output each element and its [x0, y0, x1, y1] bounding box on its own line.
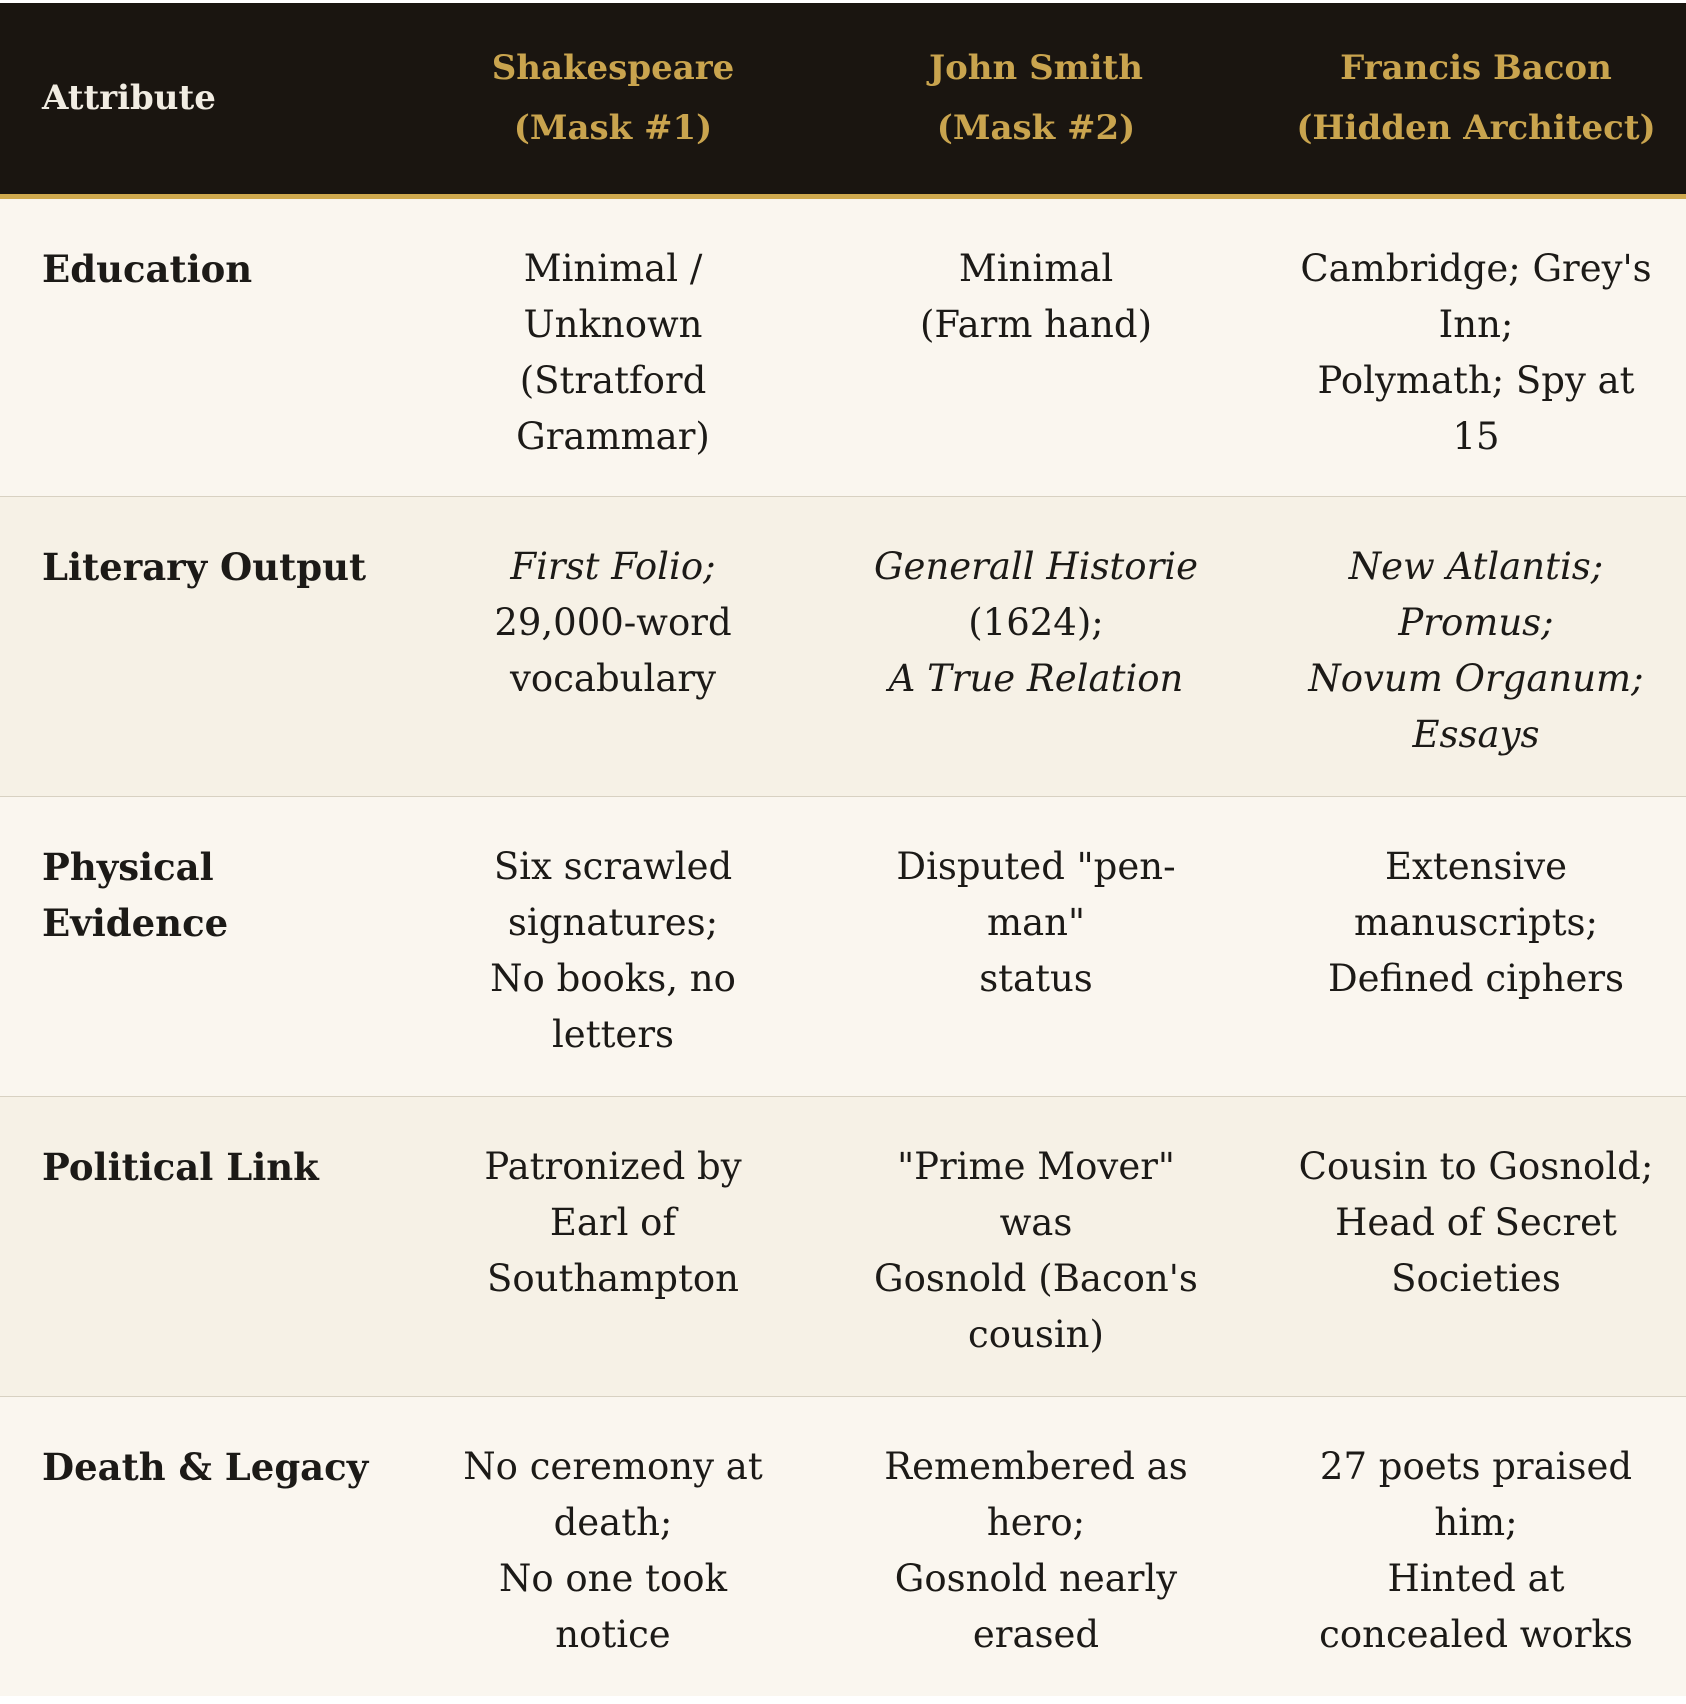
cell-line: (1624); — [968, 600, 1104, 644]
cell-line: Grammar) — [516, 414, 710, 458]
row-attribute-label: Political Link — [0, 1096, 420, 1396]
row-attribute-label: Literary Output — [0, 496, 420, 796]
cell-line: No one took — [498, 1556, 728, 1600]
table-cell — [420, 1096, 806, 1396]
cell-line: Societies — [1391, 1256, 1561, 1300]
cell-line: Promus; — [1398, 600, 1554, 644]
table-cell — [420, 796, 806, 1096]
cell-line: notice — [555, 1612, 671, 1656]
table-cell — [806, 196, 1266, 496]
row-attribute-label: Physical Evidence — [0, 796, 420, 1096]
row-attribute-label: Death & Legacy — [42, 1444, 369, 1489]
table-cell — [1266, 796, 1686, 1096]
cell-line: letters — [551, 1012, 675, 1056]
table-cell — [806, 496, 1266, 796]
cell-line: Essays — [1412, 712, 1540, 756]
header-line: (Mask #1) — [513, 108, 713, 149]
cell-line: manuscripts; — [1353, 900, 1599, 944]
cell-line: 29,000-word — [494, 600, 732, 644]
cell-line: Patronized by — [484, 1144, 742, 1188]
table-body — [0, 196, 1686, 1696]
column-header-2 — [806, 3, 1266, 196]
cell-line: Head of Secret — [1335, 1200, 1617, 1244]
cell-line: Southampton — [487, 1256, 739, 1300]
cell-line: Gosnold nearly — [894, 1556, 1178, 1600]
cell-line: erased — [972, 1612, 1100, 1656]
header-line: (Hidden Architect) — [1296, 108, 1656, 149]
table-row — [0, 1096, 1686, 1396]
column-header-3 — [1266, 3, 1686, 196]
cell-line: cousin) — [968, 1312, 1104, 1356]
cell-line: signatures; — [507, 900, 719, 944]
cell-line: (Stratford — [519, 358, 707, 402]
cell-line: vocabulary — [510, 656, 716, 700]
table-header-row — [0, 3, 1686, 196]
cell-line: A True Relation — [888, 656, 1184, 700]
column-header-attribute — [0, 3, 420, 196]
cell-line: Hinted at — [1387, 1556, 1565, 1600]
cell-line: was — [999, 1200, 1073, 1244]
table-cell — [1266, 496, 1686, 796]
cell-line: him; — [1434, 1500, 1518, 1544]
table-cell — [1266, 1096, 1686, 1396]
cell-line: Polymath; Spy at — [1317, 358, 1635, 402]
table-cell — [420, 496, 806, 796]
table-cell — [1266, 196, 1686, 496]
cell-line: Cambridge; Grey's — [1300, 246, 1652, 290]
cell-line: Extensive — [1384, 844, 1568, 888]
comparison-table — [0, 3, 1686, 1696]
table-row — [0, 496, 1686, 796]
cell-line: Minimal — [958, 246, 1114, 290]
table-cell — [806, 796, 1266, 1096]
cell-line: status — [979, 956, 1093, 1000]
header-line: John Smith — [929, 48, 1143, 89]
cell-line: No ceremony at — [463, 1444, 763, 1488]
row-attribute-label: Education — [0, 196, 420, 496]
header-line: Attribute — [42, 78, 216, 119]
cell-line: "Prime Mover" — [897, 1144, 1175, 1188]
table-cell — [1266, 1396, 1686, 1696]
cell-line: 27 poets praised — [1319, 1444, 1633, 1488]
cell-line: 15 — [1452, 414, 1500, 458]
cell-line: Remembered as — [884, 1444, 1188, 1488]
cell-line: Novum Organum; — [1308, 656, 1644, 700]
cell-line: Six scrawled — [493, 844, 733, 888]
cell-line: Inn; — [1438, 302, 1514, 346]
cell-line: (Farm hand) — [919, 302, 1153, 346]
cell-line: Disputed "pen- — [896, 844, 1176, 888]
header-line: (Mask #2) — [936, 108, 1136, 149]
table-cell — [420, 196, 806, 496]
table-cell — [806, 1396, 1266, 1696]
cell-line: Minimal / — [523, 246, 703, 290]
header-line: Shakespeare — [491, 48, 735, 89]
table-cell — [806, 1096, 1266, 1396]
cell-line: Gosnold (Bacon's — [874, 1256, 1198, 1300]
header-line: Francis Bacon — [1340, 48, 1612, 89]
cell-line: Defined ciphers — [1327, 956, 1625, 1000]
cell-line: man" — [987, 900, 1085, 944]
table-row — [0, 796, 1686, 1096]
column-header-1 — [420, 3, 806, 196]
cell-line: First Folio; — [510, 544, 716, 588]
cell-line: concealed works — [1319, 1612, 1633, 1656]
table-row — [0, 1396, 1686, 1696]
table-row — [0, 196, 1686, 496]
cell-line: New Atlantis; — [1348, 544, 1604, 588]
cell-line: No books, no — [490, 956, 736, 1000]
cell-line: death; — [553, 1500, 673, 1544]
comparison-table-container — [0, 3, 1686, 1696]
cell-line: Generall Historie — [873, 544, 1198, 588]
table-cell — [420, 1396, 806, 1696]
cell-line: Earl of — [549, 1200, 677, 1244]
cell-line: Cousin to Gosnold; — [1298, 1144, 1654, 1188]
cell-line: hero; — [986, 1500, 1086, 1544]
cell-line: Unknown — [523, 302, 703, 346]
